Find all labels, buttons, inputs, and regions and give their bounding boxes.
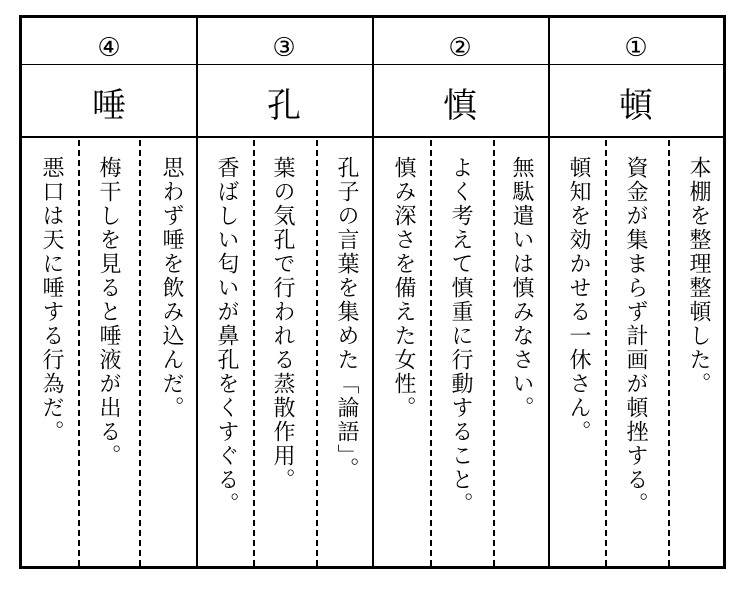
dashed-separator [139, 140, 141, 566]
sentence-1-a: 本棚を整理整頓した。 [686, 156, 711, 396]
column-kanji-4: 唾 [92, 86, 126, 126]
sentence-1-b: 資金が集まらず計画が頓挫する。 [623, 156, 648, 516]
sentence-4-a: 思わず唾を飲み込んだ。 [159, 156, 184, 420]
column-number-2: ② [448, 33, 472, 63]
sentence-3-a: 孔子の言葉を集めた「論語」。 [334, 156, 359, 481]
column-number-3: ③ [272, 33, 296, 63]
dashed-separator [316, 140, 318, 566]
column-kanji-1: 頓 [619, 86, 653, 126]
sentence-2-b: よく考えて慎重に行動すること。 [448, 156, 473, 516]
sentence-4-b: 梅干しを見ると唾液が出る。 [96, 156, 121, 468]
sentence-3-b: 葉の気孔で行われる蒸散作用。 [270, 156, 295, 492]
sentence-3-c: 香ばしい匂いが鼻孔をくすぐる。 [214, 156, 239, 516]
column-number-1: ① [624, 33, 648, 63]
column-divider [196, 18, 198, 566]
kanji-worksheet [19, 15, 726, 569]
dashed-separator [605, 140, 607, 566]
column-divider [548, 18, 550, 566]
kanji-row-divider [22, 136, 723, 138]
dashed-separator [668, 140, 670, 566]
dashed-separator [253, 140, 255, 566]
column-kanji-2: 慎 [443, 86, 477, 126]
sentence-2-a: 無駄遣いは慎みなさい。 [509, 156, 534, 420]
sentence-2-c: 慎み深さを備えた女性。 [391, 156, 416, 420]
sentence-1-c: 頓知を効かせる一休さん。 [566, 156, 591, 444]
dashed-separator [430, 140, 432, 566]
column-divider [372, 18, 374, 566]
header-divider [22, 64, 723, 65]
column-number-4: ④ [97, 33, 121, 63]
dashed-separator [493, 140, 495, 566]
sentence-4-c: 悪口は天に唾する行為だ。 [39, 156, 64, 444]
dashed-separator [78, 140, 80, 566]
column-kanji-3: 孔 [267, 86, 301, 126]
